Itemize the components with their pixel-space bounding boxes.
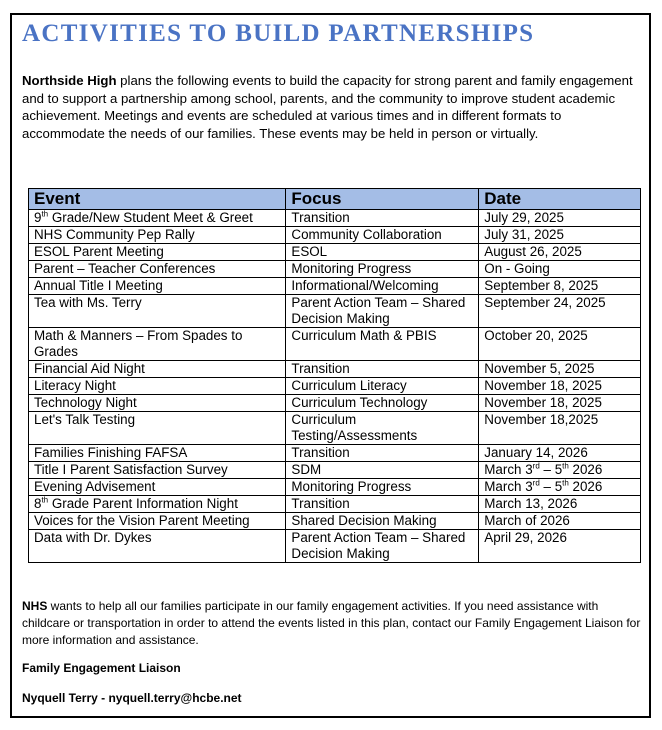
table-body — [29, 210, 641, 563]
table-row — [29, 328, 641, 361]
date-cell: March 3rd – 5th 2026 — [479, 462, 641, 479]
event-cell: Parent – Teacher Conferences — [29, 261, 286, 278]
table-row — [29, 412, 641, 445]
focus-cell: Curriculum Testing/Assessments — [286, 412, 479, 445]
focus-cell: SDM — [286, 462, 479, 479]
date-cell: September 24, 2025 — [479, 295, 641, 328]
intro-text: plans the following events to build the capacity for strong parent and family engagement and to support a partnership among school, parents, and the community to improve student academic achievement. Meetings and events are scheduled at various times and in different formats to accommodate the needs of our families. These events may be held in person or virtually. — [22, 73, 633, 141]
event-cell: Literacy Night — [29, 378, 286, 395]
header-focus: Focus — [286, 189, 479, 210]
focus-cell: Transition — [286, 496, 479, 513]
focus-cell: Parent Action Team – Shared Decision Making — [286, 530, 479, 563]
table-row — [29, 462, 641, 479]
date-cell: November 18,2025 — [479, 412, 641, 445]
intro-paragraph — [22, 72, 634, 142]
header-event: Event — [29, 189, 286, 210]
date-cell: March of 2026 — [479, 513, 641, 530]
focus-cell: Community Collaboration — [286, 227, 479, 244]
event-cell: Financial Aid Night — [29, 361, 286, 378]
focus-cell: Monitoring Progress — [286, 479, 479, 496]
date-cell: November 18, 2025 — [479, 395, 641, 412]
event-cell: 8th Grade Parent Information Night — [29, 496, 286, 513]
table-row — [29, 530, 641, 563]
table-row — [29, 210, 641, 227]
date-cell: October 20, 2025 — [479, 328, 641, 361]
event-cell: Math & Manners – From Spades to Grades — [29, 328, 286, 361]
event-cell: NHS Community Pep Rally — [29, 227, 286, 244]
event-cell: ESOL Parent Meeting — [29, 244, 286, 261]
event-cell: 9th Grade/New Student Meet & Greet — [29, 210, 286, 227]
date-cell: March 13, 2026 — [479, 496, 641, 513]
event-cell: Title I Parent Satisfaction Survey — [29, 462, 286, 479]
table-row — [29, 227, 641, 244]
date-cell: September 8, 2025 — [479, 278, 641, 295]
table-header-row — [29, 189, 641, 210]
focus-cell: Informational/Welcoming — [286, 278, 479, 295]
focus-cell: Transition — [286, 445, 479, 462]
date-cell: July 31, 2025 — [479, 227, 641, 244]
event-cell: Tea with Ms. Terry — [29, 295, 286, 328]
focus-cell: Shared Decision Making — [286, 513, 479, 530]
event-cell: Evening Advisement — [29, 479, 286, 496]
event-cell: Data with Dr. Dykes — [29, 530, 286, 563]
date-cell: August 26, 2025 — [479, 244, 641, 261]
focus-cell: Transition — [286, 361, 479, 378]
page-title: ACTIVITIES TO BUILD PARTNERSHIPS — [22, 20, 535, 47]
school-name: Northside High — [22, 73, 117, 88]
event-cell: Families Finishing FAFSA — [29, 445, 286, 462]
date-cell: January 14, 2026 — [479, 445, 641, 462]
focus-cell: Curriculum Math & PBIS — [286, 328, 479, 361]
date-cell: On - Going — [479, 261, 641, 278]
date-cell: November 18, 2025 — [479, 378, 641, 395]
table-row — [29, 261, 641, 278]
header-date: Date — [479, 189, 641, 210]
date-cell: November 5, 2025 — [479, 361, 641, 378]
table-row — [29, 513, 641, 530]
focus-cell: Curriculum Technology — [286, 395, 479, 412]
focus-cell: Curriculum Literacy — [286, 378, 479, 395]
date-cell: July 29, 2025 — [479, 210, 641, 227]
liaison-contact: Nyquell Terry - nyquell.terry@hcbe.net — [22, 691, 242, 705]
table-row — [29, 295, 641, 328]
date-cell: March 3rd – 5th 2026 — [479, 479, 641, 496]
focus-cell: Parent Action Team – Shared Decision Making — [286, 295, 479, 328]
event-cell: Technology Night — [29, 395, 286, 412]
table-row — [29, 378, 641, 395]
table-row — [29, 278, 641, 295]
table-row — [29, 496, 641, 513]
table-row — [29, 395, 641, 412]
event-cell: Voices for the Vision Parent Meeting — [29, 513, 286, 530]
event-cell: Let's Talk Testing — [29, 412, 286, 445]
focus-cell: ESOL — [286, 244, 479, 261]
footer-school: NHS — [22, 599, 48, 613]
footer-text: wants to help all our families participate in our family engagement activities. If you need assistance with childcare or transportation in order to attend the events listed in this plan, contact our Family Engagement Liaison for more information and assistance. — [22, 599, 641, 647]
table-row — [29, 479, 641, 496]
table-row — [29, 445, 641, 462]
focus-cell: Transition — [286, 210, 479, 227]
table-row — [29, 361, 641, 378]
event-cell: Annual Title I Meeting — [29, 278, 286, 295]
events-table — [28, 188, 641, 563]
footer-paragraph — [22, 598, 642, 649]
liaison-heading: Family Engagement Liaison — [22, 661, 181, 675]
table-row — [29, 244, 641, 261]
focus-cell: Monitoring Progress — [286, 261, 479, 278]
date-cell: April 29, 2026 — [479, 530, 641, 563]
